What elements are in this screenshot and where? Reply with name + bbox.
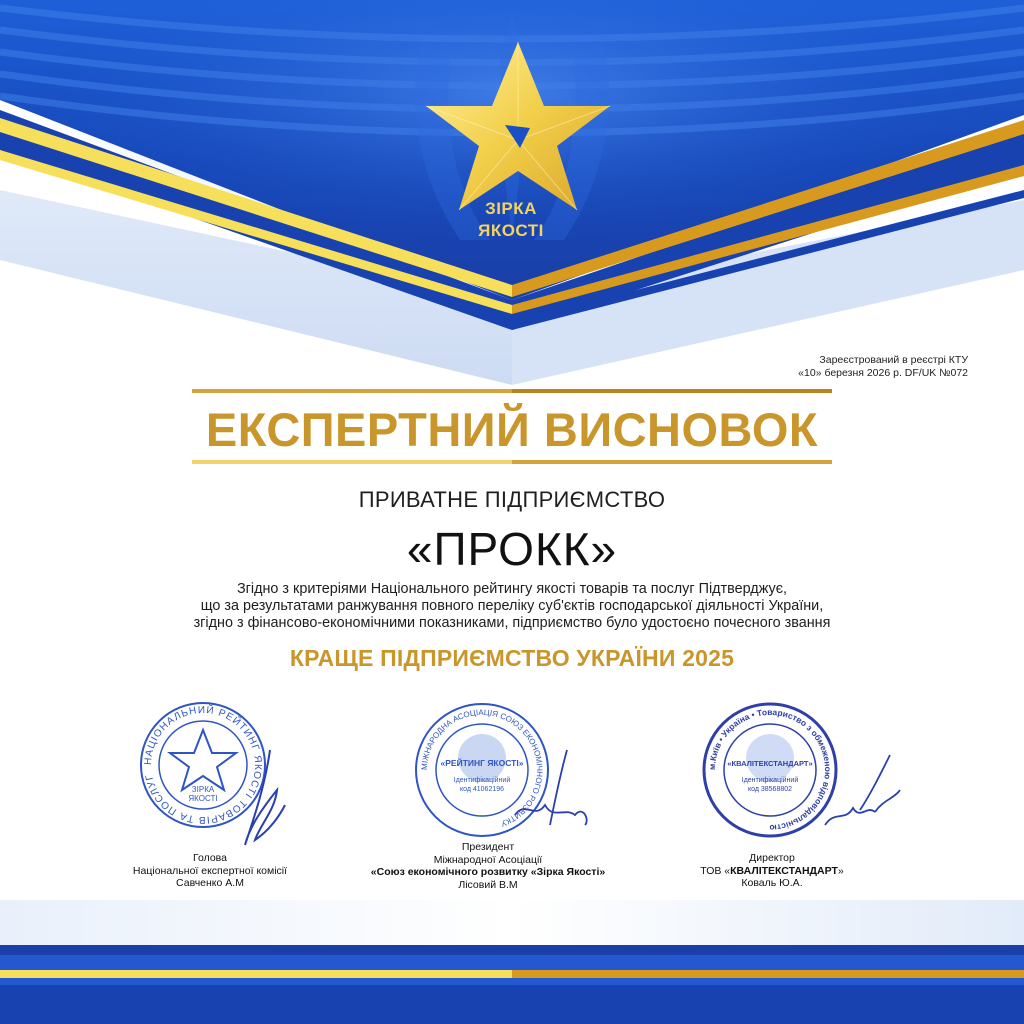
stamp-middle-id-label: Ідентифікаційний [453, 777, 511, 784]
stamp-right-id-code: код 38568802 [747, 786, 793, 793]
signatory-3-name: Коваль Ю.А. [741, 877, 803, 889]
signatory-1-org: Національної експертної комісії [132, 864, 288, 877]
stamp-middle-id-code: код 41062196 [459, 786, 505, 793]
signatory-2-org-2: «Союз економічного розвитку «Зірка Якості» [370, 866, 606, 878]
signatory-1-role: Голова [193, 852, 227, 864]
signatory-3-org-bold: КВАЛІТЕКСТАНДАРТ [730, 864, 838, 877]
document-title: ЕКСПЕРТНИЙ ВИСНОВОК [205, 403, 819, 456]
signatory-3 [622, 852, 922, 890]
signatory-2-org-1: Міжнародної Асоціації [433, 853, 543, 866]
stamp-left-ring-text: НАЦІОНАЛЬНИЙ РЕЙТИНГ ЯКОСТІ ТОВАРІВ ТА ПОСЛУГ [142, 704, 264, 826]
signatory-2 [338, 841, 638, 891]
organization-type: ПРИВАТНЕ ПІДПРИЄМСТВО [358, 487, 666, 512]
stamp-right-ring-text: м.Київ • Україна • Товариство з обмеженою відповідальністю [706, 706, 834, 834]
logo-text [449, 198, 573, 242]
stamp-middle-center: «РЕЙТИНГ ЯКОСТІ» [440, 758, 524, 768]
signatory-3-org [622, 865, 922, 878]
logo-line-2: ЯКОСТІ [478, 221, 544, 240]
award-title: КРАЩЕ ПІДПРИЄМСТВО УКРАЇНИ 2025 [289, 645, 735, 671]
signature-left [215, 745, 295, 855]
signatory-2-name: Лісовий В.М [458, 878, 518, 891]
stamp-right-id-label: Ідентифікаційний [741, 777, 799, 784]
signatory-1 [60, 852, 360, 890]
signatory-2-role: Президент [461, 841, 515, 853]
stamp-right-center: «КВАЛІТЕКСТАНДАРТ» [727, 759, 813, 768]
signatory-3-org-suffix: » [837, 864, 844, 877]
signatory-1-name: Савченко А.М [176, 877, 244, 889]
description [0, 581, 1024, 632]
description-line-1: Згідно з критеріями Національного рейтингу якості товарів та послуг Підтверджує, [236, 581, 788, 597]
registry-note [798, 354, 968, 380]
stamp-middle-ring-text: МІЖНАРОДНА АСОЦІАЦІЯ СОЮЗ ЕКОНОМІЧНОГО РОЗВИТКУ [419, 707, 545, 829]
company-name: «ПРОКК» [406, 523, 618, 575]
registry-line-1: Зареєстрований в реєстрі КТУ [819, 354, 968, 366]
description-line-3: згідно з фінансово-економічними показниками, підприємство було удостоєно почесного звання [193, 615, 831, 631]
signatory-3-role: Директор [749, 852, 795, 864]
stamp-left-center-2: ЯКОСТІ [188, 794, 218, 803]
stamp-left-center-1: ЗІРКА [191, 785, 215, 794]
signature-right [815, 750, 905, 840]
signature-middle [505, 745, 595, 835]
signatory-3-org-prefix: ТОВ « [700, 864, 731, 877]
logo-line-1: ЗІРКА [485, 199, 537, 218]
description-line-2: що за результатами ранжування повного переліку суб'єктів господарської діяльності України, [200, 598, 824, 614]
registry-line-2: «10» березня 2026 р. DF/UK №072 [798, 367, 968, 379]
